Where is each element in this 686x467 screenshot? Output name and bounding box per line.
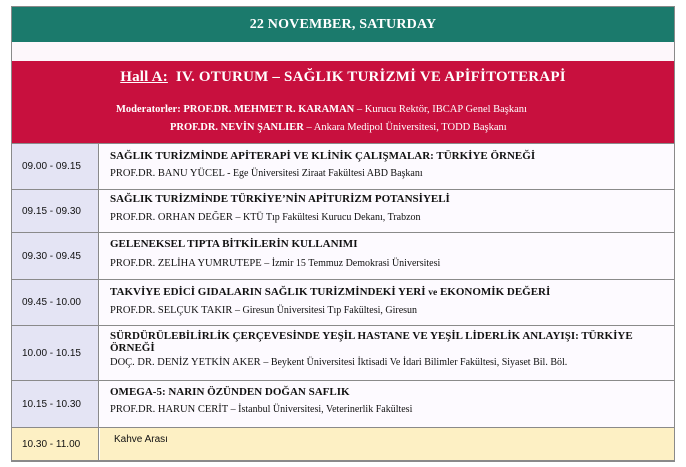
break-label: Kahve Arası xyxy=(114,434,168,445)
talk-title: OMEGA-5: NARIN ÖZÜNDEN DOĞAN SAFLIK xyxy=(110,386,350,398)
day-header: 22 NOVEMBER, SATURDAY xyxy=(12,7,674,42)
time-slot: 09.00 - 09.15 xyxy=(12,144,99,189)
time-slot: 09.45 - 10.00 xyxy=(12,280,99,325)
moderator-name: PROF.DR. NEVİN ŞANLIER xyxy=(170,122,304,133)
time-slot: 10.00 - 10.15 xyxy=(12,326,99,380)
talk-speaker-line xyxy=(110,212,421,223)
hall-label: Hall A: xyxy=(120,69,168,85)
schedule-row xyxy=(12,232,674,279)
session-header xyxy=(12,61,674,143)
talk-cell xyxy=(100,144,674,189)
time-slot: 10.15 - 10.30 xyxy=(12,381,99,427)
header-spacer xyxy=(12,42,674,61)
break-cell xyxy=(100,428,674,460)
speaker-affiliation: – İzmir 15 Temmuz Demokrasi Üniversitesi xyxy=(264,258,441,269)
speaker-affiliation: – Beykent Üniversitesi İktisadi Ve İdari Bilimler Fakültesi, Siyaset Bil. Böl. xyxy=(263,357,568,368)
talk-speaker-line xyxy=(110,404,412,415)
talk-title: GELENEKSEL TIPTA BİTKİLERİN KULLANIMI xyxy=(110,238,358,250)
talk-title-part: ve xyxy=(428,288,438,298)
talk-cell xyxy=(100,190,674,232)
schedule-row xyxy=(12,189,674,232)
moderators-label: Moderatorler: xyxy=(116,104,181,115)
speaker-affiliation: – KTÜ Tıp Fakültesi Kurucu Dekanı, Trabzon xyxy=(235,212,421,223)
talk-title: SÜRDÜRÜLEBİLİRLİK ÇERÇEVESİNDE YEŞİL HASTANE VE YEŞİL LİDERLİK ANLAYIŞI: TÜRKİYE ÖRNEĞİ xyxy=(110,330,633,354)
session-title xyxy=(12,69,674,86)
moderator-affiliation: – Kurucu Rektör, IBCAP Genel Başkanı xyxy=(356,104,527,115)
moderator-line-1 xyxy=(116,104,527,115)
coffee-break-row xyxy=(12,427,674,461)
schedule-row xyxy=(12,143,674,189)
speaker-affiliation: - Ege Üniversitesi Ziraat Fakültesi ABD Başkanı xyxy=(227,168,423,179)
talk-speaker-line xyxy=(110,357,567,368)
moderator-line-2 xyxy=(170,122,507,133)
talk-speaker-line xyxy=(110,258,440,269)
schedule-row xyxy=(12,279,674,325)
talk-title: SAĞLIK TURİZMİNDE APİTERAPİ VE KLİNİK ÇALIŞMALAR: TÜRKİYE ÖRNEĞİ xyxy=(110,150,536,162)
speaker-name: PROF.DR. ZELİHA YUMRUTEPE xyxy=(110,258,262,269)
speaker-name: DOÇ. DR. DENİZ YETKİN AKER xyxy=(110,357,261,368)
schedule-row xyxy=(12,325,674,380)
moderator-name: PROF.DR. MEHMET R. KARAMAN xyxy=(183,104,355,115)
talk-cell xyxy=(100,326,674,380)
talk-cell xyxy=(100,233,674,279)
speaker-name: PROF.DR. BANU YÜCEL xyxy=(110,168,225,179)
talk-title-part: EKONOMİK DEĞERİ xyxy=(439,286,551,298)
speaker-affiliation: – İstanbul Üniversitesi, Veterinerlik Fakültesi xyxy=(230,404,413,415)
time-slot: 09.15 - 09.30 xyxy=(12,190,99,232)
talk-title xyxy=(110,286,660,299)
time-slot: 09.30 - 09.45 xyxy=(12,233,99,279)
talk-title: SAĞLIK TURİZMİNDE TÜRKİYE’NİN APİTURİZM POTANSİYELİ xyxy=(110,193,450,205)
talk-speaker-line xyxy=(110,168,423,179)
speaker-affiliation: – Giresun Üniversitesi Tıp Fakültesi, Giresun xyxy=(235,305,418,316)
time-slot: 10.30 - 11.00 xyxy=(12,428,99,460)
talk-cell xyxy=(100,280,674,325)
schedule-row xyxy=(12,380,674,427)
talk-cell xyxy=(100,381,674,427)
talk-speaker-line xyxy=(110,305,417,316)
session-name: IV. OTURUM – SAĞLIK TURİZMİ VE APİFİTOTERAPİ xyxy=(175,69,566,85)
speaker-name: PROF.DR. HARUN CERİT xyxy=(110,404,228,415)
talk-title-part: TAKVİYE EDİCİ GIDALARIN SAĞLIK TURİZMİNDEKİ YERİ xyxy=(110,286,426,298)
speaker-name: PROF.DR. ORHAN DEĞER xyxy=(110,212,233,223)
moderator-affiliation: – Ankara Medipol Üniversitesi, TODD Başkanı xyxy=(306,122,507,133)
speaker-name: PROF.DR. SELÇUK TAKIR xyxy=(110,305,233,316)
